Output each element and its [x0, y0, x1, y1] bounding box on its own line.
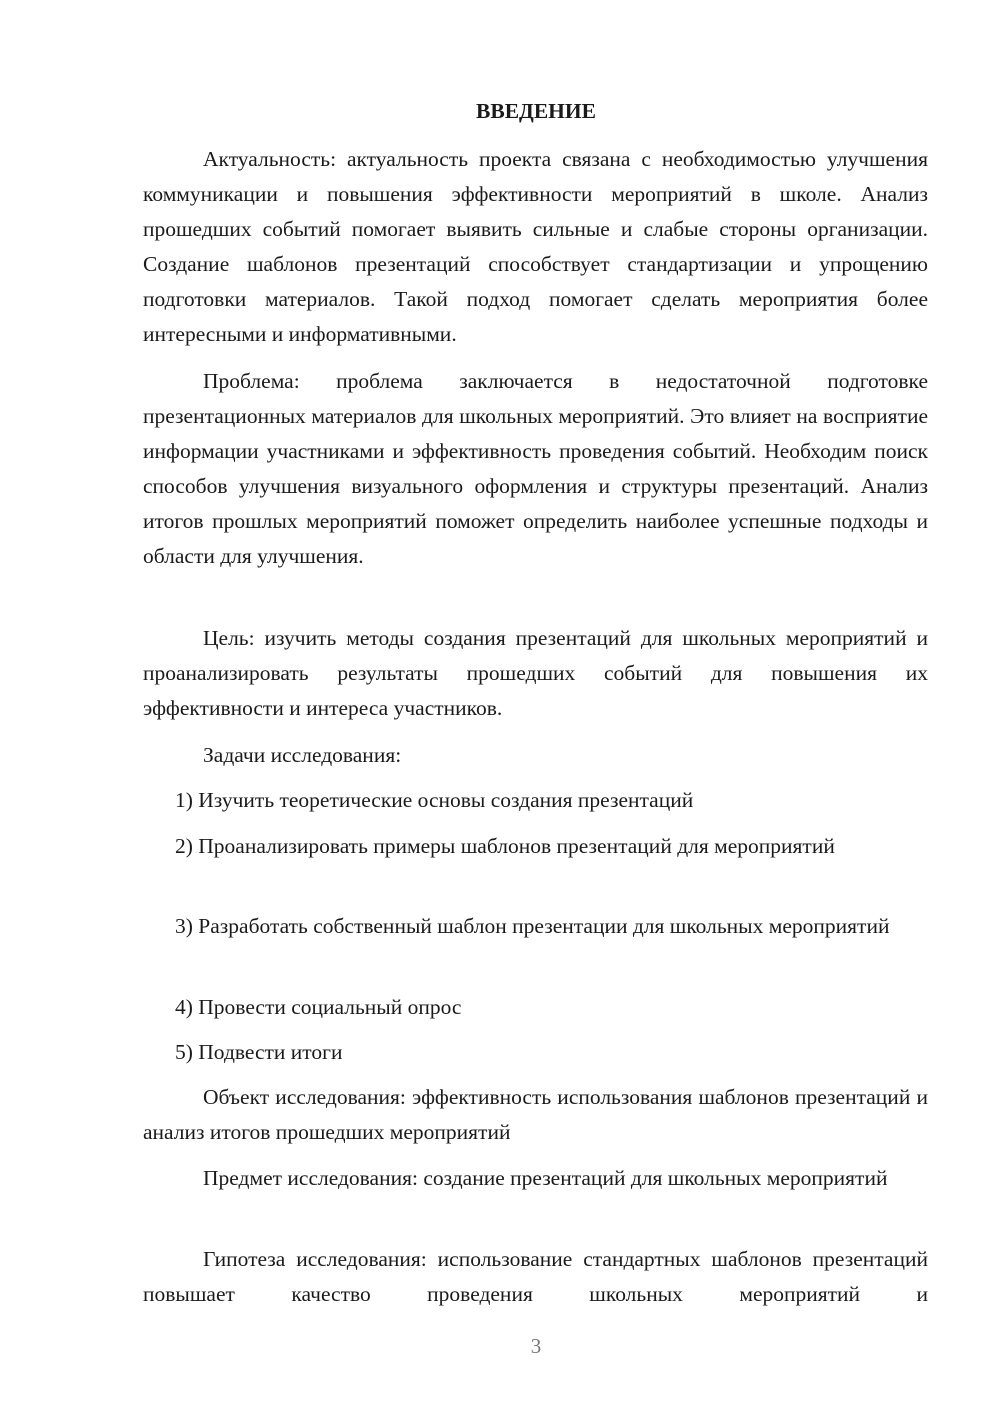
task-item-1: 1) Изучить теоретические основы создания презентаций — [175, 788, 694, 812]
task-item-5: 5) Подвести итоги — [175, 1040, 343, 1064]
task-item-3: 3) Разработать собственный шаблон презентации для школьных мероприятий — [175, 914, 890, 938]
object-paragraph: Объект исследования: эффективность использования шаблонов презентаций и анализ итогов прошедших мероприятий — [143, 1085, 928, 1145]
problem-paragraph: Проблема: проблема заключается в недостаточной подготовке презентационных материалов для школьных мероприятий. Это влияет на восприятие информации участниками и эффективность проведения событий. Необходим поиск способов улучшения визуального оформления и структуры презентаций. Анализ итогов прошлых мероприятий поможет определить наиболее успешные подходы и области для улучшения. — [143, 369, 928, 569]
page-number: 3 — [530, 1334, 542, 1358]
task-item-2: 2) Проанализировать примеры шаблонов презентаций для мероприятий — [175, 834, 835, 858]
relevance-paragraph: Актуальность: актуальность проекта связана с необходимостью улучшения коммуникации и повышения эффективности мероприятий в школе. Анализ прошедших событий помогает выявить сильные и слабые стороны организации. Создание шаблонов презентаций способствует стандартизации и упрощению подготовки материалов. Такой подход помогает сделать мероприятия более интересными и информативными. — [143, 147, 928, 347]
page-title: ВВЕДЕНИЕ — [476, 99, 596, 123]
hypothesis-paragraph: Гипотеза исследования: использование стандартных шаблонов презентаций повышает качество проведения школьных мероприятий и — [143, 1247, 928, 1307]
tasks-heading: Задачи исследования: — [203, 743, 402, 767]
task-item-4: 4) Провести социальный опрос — [175, 995, 462, 1019]
subject-paragraph: Предмет исследования: создание презентаций для школьных мероприятий — [203, 1166, 888, 1190]
goal-paragraph: Цель: изучить методы создания презентаций для школьных мероприятий и проанализировать результаты прошедших событий для повышения их эффективности и интереса участников. — [143, 626, 928, 721]
